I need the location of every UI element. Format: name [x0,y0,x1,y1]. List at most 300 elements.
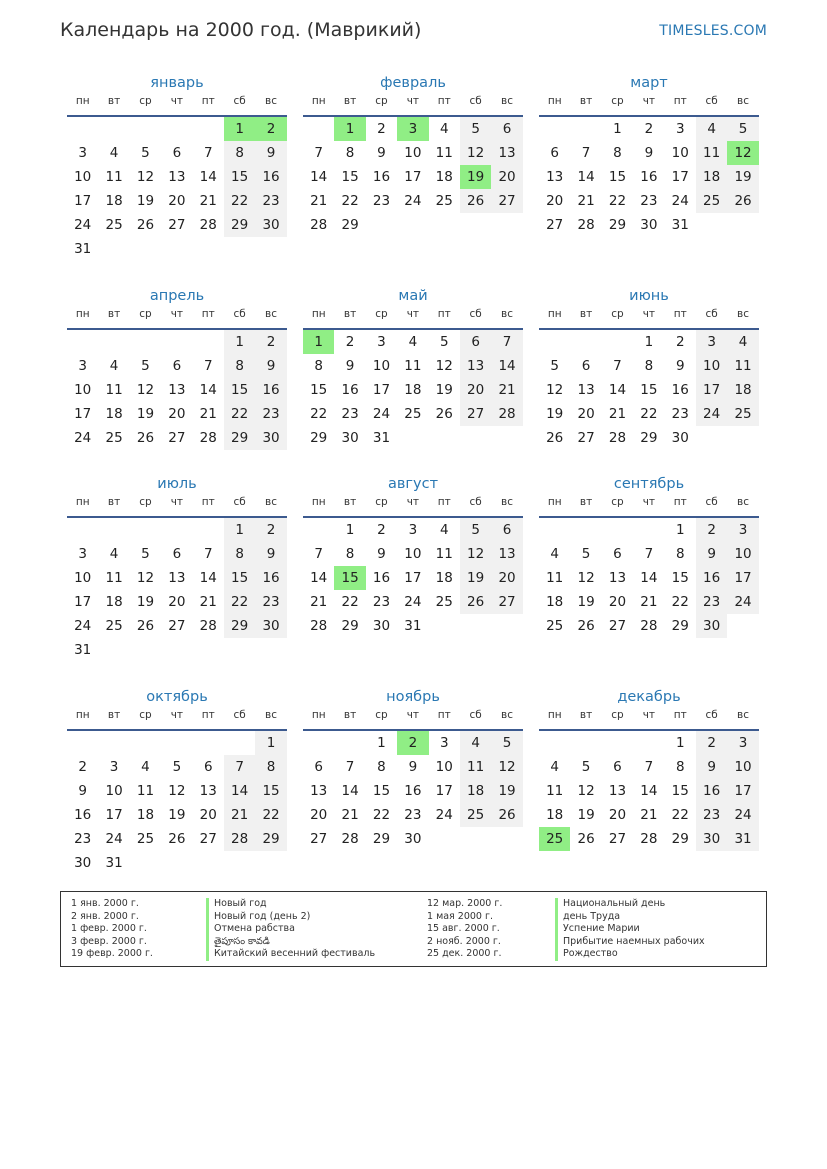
holiday-day: 1 [334,117,365,141]
day-cell: 20 [460,378,491,402]
day-cell: 23 [404,807,422,823]
weekday-label: пн [75,95,90,107]
empty-cell [130,851,161,875]
weekday-label: вс [501,496,514,508]
day-cell: 4 [109,145,119,161]
day-cell: 6 [172,145,182,161]
month-7 [67,474,287,662]
day-cell: 10 [105,783,123,799]
weekday-label: вс [501,308,514,320]
day-cell: 4 [141,759,150,775]
day-cell: 22 [372,807,391,823]
weekday-label: ср [139,308,152,320]
day-cell: 16 [372,169,391,185]
day-cell: 14 [310,169,328,185]
day-cell: 14 [199,382,217,398]
day-cell: 30 [372,618,391,634]
empty-cell [67,117,98,141]
legend-holiday-name: Новый год (день 2) [206,911,375,924]
month-name: июль [157,476,197,492]
day-cell: 12 [136,169,155,185]
holiday-day: 2 [397,731,428,755]
day-cell: 15 [224,566,255,590]
weekday-label: ср [611,95,624,107]
day-grid [303,731,523,851]
day-cell: 30 [640,217,658,233]
legend-date: 1 февр. 2000 г. [71,923,147,935]
day-cell: 8 [345,546,355,562]
day-cell: 18 [105,193,123,209]
day-cell: 26 [577,618,595,634]
day-cell: 24 [696,402,727,426]
weekday-label: пн [547,496,562,508]
day-cell: 26 [136,618,155,634]
empty-cell [727,213,758,237]
day-cell: 8 [224,542,255,566]
day-cell: 3 [439,735,449,751]
weekday-label: вт [107,496,121,508]
day-cell: 14 [199,169,217,185]
day-cell: 31 [372,430,391,446]
day-cell: 9 [696,755,727,779]
empty-cell [460,614,491,638]
day-cell: 11 [435,546,453,562]
day-cell: 22 [310,406,328,422]
day-cell: 4 [550,546,559,562]
day-cell: 3 [696,330,727,354]
holiday-day: 25 [539,827,570,851]
holiday-day: 1 [224,117,255,141]
day-cell: 9 [696,542,727,566]
day-cell: 9 [78,783,87,799]
weekday-label: чт [406,95,420,107]
day-cell: 19 [577,807,595,823]
day-cell: 10 [727,755,758,779]
day-cell: 20 [168,594,186,610]
empty-cell [570,330,601,354]
day-cell: 5 [727,117,758,141]
empty-cell [193,731,224,755]
day-cell: 4 [439,522,449,538]
day-cell: 12 [136,570,155,586]
month-12 [539,687,759,851]
day-cell: 2 [345,334,355,350]
day-cell: 31 [74,241,92,257]
day-cell: 23 [696,803,727,827]
day-cell: 30 [74,855,92,871]
day-cell: 1 [345,522,355,538]
day-cell: 19 [546,406,564,422]
day-cell: 29 [671,618,689,634]
weekday-header [67,306,287,330]
day-cell: 24 [105,831,123,847]
day-cell: 13 [199,783,217,799]
day-cell: 22 [255,803,286,827]
day-cell: 9 [255,354,286,378]
day-cell: 29 [640,430,658,446]
day-cell: 27 [168,430,186,446]
weekday-label: вт [579,308,593,320]
holiday-day: 15 [334,566,365,590]
day-cell: 17 [727,779,758,803]
weekday-label: вс [265,709,278,721]
day-cell: 5 [141,145,150,161]
day-cell: 20 [199,807,217,823]
month-name: март [630,75,668,91]
weekday-header [539,494,759,518]
empty-cell [491,213,522,237]
weekday-label: чт [170,95,184,107]
day-cell: 7 [345,759,355,775]
day-cell: 26 [491,803,522,827]
day-cell: 16 [372,570,391,586]
day-cell: 21 [640,807,658,823]
empty-cell [602,330,633,354]
day-cell: 10 [671,145,689,161]
day-cell: 27 [608,618,627,634]
day-cell: 16 [255,378,286,402]
empty-cell [67,731,98,755]
day-cell: 21 [199,406,217,422]
day-cell: 18 [546,807,564,823]
day-cell: 3 [408,522,418,538]
day-cell: 10 [727,542,758,566]
day-cell: 16 [640,169,658,185]
day-cell: 20 [608,594,627,610]
empty-cell [161,518,192,542]
legend-date: 1 мая 2000 г. [427,910,493,922]
weekday-label: ср [611,308,624,320]
weekday-label: вт [107,308,121,320]
day-cell: 2 [696,731,727,755]
day-cell: 28 [640,831,658,847]
weekday-label: сб [705,308,718,320]
day-cell: 17 [372,382,391,398]
day-cell: 22 [341,193,359,209]
day-cell: 29 [255,827,286,851]
empty-cell [539,518,570,542]
day-cell: 13 [168,570,186,586]
day-cell: 28 [224,827,255,851]
day-cell: 26 [136,430,155,446]
day-cell: 18 [404,382,422,398]
legend-holiday-name: తైపూసం కావడి [206,936,375,949]
day-cell: 12 [460,141,491,165]
weekday-label: пт [437,496,451,508]
day-cell: 11 [105,570,123,586]
day-cell: 4 [696,117,727,141]
day-cell: 27 [310,831,328,847]
weekday-label: пт [673,308,687,320]
weekday-label: ср [139,95,152,107]
day-cell: 28 [310,217,328,233]
empty-cell [193,638,224,662]
day-cell: 27 [168,618,186,634]
day-cell: 21 [640,594,658,610]
weekday-label: пт [437,709,451,721]
weekday-label: вс [737,95,750,107]
weekday-label: пт [673,496,687,508]
month-name: апрель [149,288,205,304]
empty-cell [633,731,664,755]
weekday-label: пн [75,496,90,508]
empty-cell [696,213,727,237]
month-10 [67,687,287,875]
weekday-label: вс [501,95,514,107]
legend-holiday-name: Рождество [555,948,705,961]
day-cell: 28 [640,618,658,634]
day-cell: 25 [546,618,564,634]
day-cell: 13 [546,169,564,185]
weekday-label: пн [547,709,562,721]
empty-cell [570,518,601,542]
empty-cell [539,117,570,141]
day-cell: 11 [696,141,727,165]
day-cell: 25 [105,430,123,446]
day-cell: 17 [74,193,92,209]
empty-cell [67,518,98,542]
empty-cell [130,731,161,755]
day-cell: 13 [168,382,186,398]
day-grid [303,117,523,237]
weekday-label: пт [673,95,687,107]
day-cell: 2 [255,330,286,354]
day-cell: 29 [671,831,689,847]
day-cell: 2 [377,522,386,538]
weekday-label: чт [406,496,420,508]
day-cell: 13 [168,169,186,185]
weekday-label: пт [673,709,687,721]
day-cell: 24 [727,803,758,827]
day-cell: 18 [696,165,727,189]
day-cell: 11 [105,169,123,185]
empty-cell [224,237,255,261]
day-cell: 26 [460,189,491,213]
day-cell: 10 [74,382,92,398]
weekday-label: сб [233,496,246,508]
weekday-label: чт [642,496,656,508]
day-cell: 12 [577,570,595,586]
empty-cell [460,426,491,450]
legend-holiday-name: Отмена рабства [206,923,375,936]
day-cell: 17 [404,169,422,185]
day-cell: 24 [404,594,422,610]
day-cell: 19 [435,382,453,398]
empty-cell [98,330,129,354]
weekday-label: сб [233,709,246,721]
day-cell: 7 [314,546,323,562]
weekday-label: чт [406,308,420,320]
day-cell: 4 [109,546,119,562]
day-cell: 17 [671,169,689,185]
day-cell: 13 [577,382,595,398]
day-cell: 20 [168,193,186,209]
day-cell: 27 [608,831,627,847]
day-cell: 5 [460,518,491,542]
day-cell: 27 [546,217,564,233]
day-cell: 25 [136,831,155,847]
day-cell: 4 [460,731,491,755]
empty-cell [429,827,460,851]
day-cell: 18 [105,406,123,422]
weekday-label: сб [469,308,482,320]
day-cell: 15 [671,783,689,799]
empty-cell [161,731,192,755]
day-cell: 23 [255,402,286,426]
day-cell: 12 [546,382,564,398]
weekday-label: пт [437,308,451,320]
empty-cell [570,117,601,141]
day-cell: 25 [105,618,123,634]
empty-cell [130,117,161,141]
day-cell: 13 [608,570,627,586]
empty-cell [224,731,255,755]
weekday-label: сб [469,95,482,107]
month-name: июнь [629,288,669,304]
weekday-label: пт [437,95,451,107]
day-cell: 16 [341,382,359,398]
legend-date: 12 мар. 2000 г. [427,898,503,909]
day-cell: 28 [341,831,359,847]
day-cell: 27 [460,402,491,426]
month-name: январь [150,75,204,91]
empty-cell [491,827,522,851]
day-cell: 23 [671,406,689,422]
month-3 [539,73,759,237]
day-cell: 7 [203,546,213,562]
day-cell: 5 [491,731,522,755]
day-grid [303,330,523,450]
legend-date: 19 февр. 2000 г. [71,948,153,960]
weekday-label: вт [579,95,593,107]
day-cell: 14 [577,169,595,185]
day-cell: 8 [314,358,323,374]
empty-cell [696,426,727,450]
empty-cell [98,638,129,662]
day-cell: 17 [727,566,758,590]
day-cell: 25 [105,217,123,233]
weekday-label: ср [375,95,388,107]
day-cell: 5 [460,117,491,141]
day-cell: 28 [491,402,522,426]
empty-cell [130,237,161,261]
day-cell: 30 [255,614,286,638]
weekday-label: пн [311,308,326,320]
weekday-label: ср [611,496,624,508]
day-cell: 21 [199,594,217,610]
weekday-label: вс [265,308,278,320]
holiday-day: 3 [397,117,428,141]
day-cell: 22 [671,807,689,823]
weekday-label: сб [469,709,482,721]
day-cell: 27 [577,430,595,446]
day-cell: 9 [255,542,286,566]
legend-holiday-name: Национальный день [555,898,705,911]
day-cell: 10 [74,570,92,586]
empty-cell [303,518,334,542]
weekday-label: вс [737,308,750,320]
page-title: Календарь на 2000 год. (Маврикий) [60,19,422,41]
day-cell: 5 [581,546,591,562]
day-cell: 6 [460,330,491,354]
day-cell: 21 [341,807,359,823]
weekday-label: вт [343,709,357,721]
day-cell: 29 [341,618,359,634]
day-cell: 11 [404,358,422,374]
weekday-label: пн [547,95,562,107]
day-cell: 25 [404,406,422,422]
day-cell: 2 [78,759,87,775]
empty-cell [98,117,129,141]
day-cell: 6 [550,145,559,161]
weekday-label: сб [705,95,718,107]
day-cell: 15 [224,378,255,402]
legend-date: 1 янв. 2000 г. [71,898,139,909]
holiday-day: 12 [727,141,758,165]
month-9 [539,474,759,638]
day-cell: 19 [136,594,155,610]
weekday-header [539,707,759,731]
weekday-label: ср [375,308,388,320]
day-cell: 30 [671,430,689,446]
weekday-label: пн [75,308,90,320]
day-cell: 21 [199,193,217,209]
day-cell: 23 [640,193,658,209]
day-grid [539,731,759,851]
day-cell: 10 [404,546,422,562]
day-cell: 8 [224,354,255,378]
day-cell: 13 [310,783,328,799]
month-5 [303,286,523,450]
day-cell: 12 [491,755,522,779]
site-link[interactable]: TIMESLES.COM [659,23,767,39]
empty-cell [193,518,224,542]
day-cell: 21 [224,803,255,827]
day-cell: 19 [136,193,155,209]
day-cell: 14 [224,779,255,803]
empty-cell [255,851,286,875]
day-cell: 1 [613,121,622,137]
day-cell: 12 [460,542,491,566]
empty-cell [255,237,286,261]
day-cell: 9 [675,358,685,374]
day-cell: 12 [577,783,595,799]
day-cell: 9 [255,141,286,165]
empty-cell [727,426,758,450]
day-grid [67,117,287,261]
day-cell: 26 [168,831,186,847]
day-cell: 22 [224,402,255,426]
legend-date: 2 янв. 2000 г. [71,910,139,922]
day-grid [303,518,523,638]
empty-cell [161,237,192,261]
empty-cell [539,731,570,755]
day-cell: 31 [105,855,123,871]
day-cell: 16 [255,165,286,189]
day-cell: 12 [435,358,453,374]
day-cell: 29 [224,426,255,450]
day-cell: 21 [310,193,328,209]
day-cell: 14 [341,783,359,799]
day-cell: 23 [372,594,391,610]
month-name: май [398,288,428,304]
month-name: октябрь [146,689,208,705]
day-cell: 21 [577,193,595,209]
day-cell: 21 [608,406,627,422]
day-cell: 11 [546,570,564,586]
legend-date: 15 авг. 2000 г. [427,923,500,935]
day-cell: 3 [675,121,685,137]
